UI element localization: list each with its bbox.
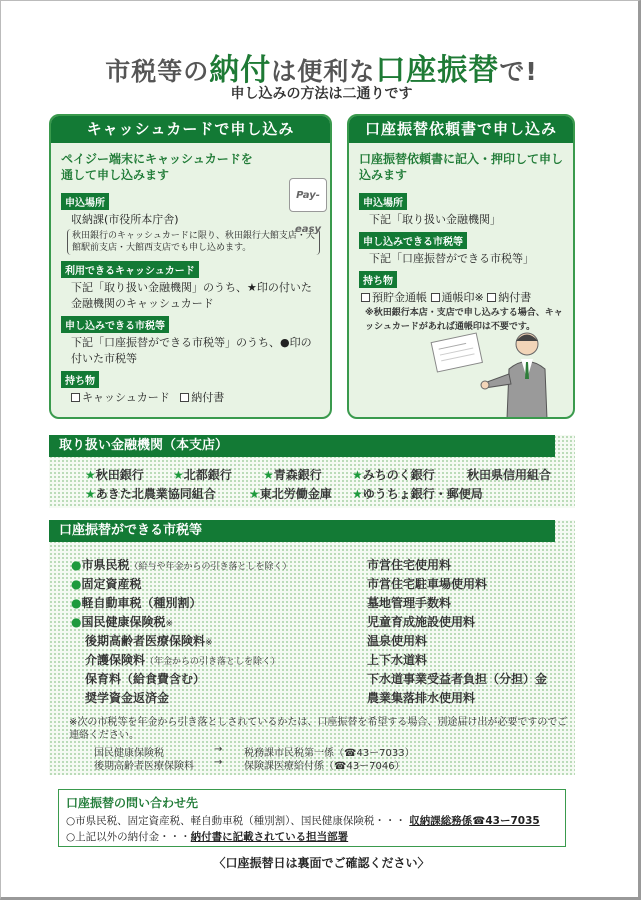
bank-item: ★秋田銀行 (85, 468, 144, 482)
star-icon: ★ (85, 487, 96, 501)
star-icon: ★ (352, 487, 363, 501)
cash-items-tag: 持ち物 (61, 371, 99, 388)
form-sheet-icon (431, 333, 482, 372)
taxes-header: 口座振替ができる市税等 (49, 520, 555, 542)
cash-card-tag: 利用できるキャッシュカード (61, 261, 199, 278)
cash-items (61, 390, 320, 406)
tax-item: 児童育成施設使用料 (367, 615, 476, 629)
title-part2: 納付 (209, 53, 272, 88)
cash-tax-text: 下記「口座振替ができる市税等」のうち、●印の付いた市税等 (71, 336, 312, 365)
star-icon: ★ (173, 468, 184, 482)
checkbox-icon (180, 393, 189, 402)
cash-item1: キャッシュカード (82, 391, 170, 404)
star-icon: ★ (263, 468, 274, 482)
inquiry-line-2: ○上記以外の納付金・・・納付書に記載されている担当部署 (66, 831, 349, 843)
bank-item: ★東北労働金庫 (249, 487, 332, 501)
bank-item: ★みちのく銀行 (352, 468, 435, 482)
tax-note: ※次の市税等を年金から引き落としされているかたは、口座振替を希望する場合、別途届け出が必要ですのでご連絡ください。 (69, 717, 568, 741)
tax-item: 墓地管理手数料 (367, 596, 452, 610)
inquiry-contact-2: 納付書に記載されている担当部署 (190, 831, 349, 843)
inquiry-box (58, 789, 566, 847)
cash-item2: 納付書 (191, 391, 225, 404)
star-icon: ★ (352, 468, 363, 482)
tax-item: ●市県民税（給与や年金からの引き落としを除く） (71, 558, 292, 572)
contact-row: 後期高齢者医療保険料 (94, 761, 194, 772)
bank-item: ★青森銀行 (263, 468, 322, 482)
contact-dept: 保険課医療給付係（☎43ー7046） (244, 761, 405, 772)
contact-dept: 税務課市民税第一係（☎43ー7033） (244, 748, 415, 759)
cash-place-tag: 申込場所 (61, 193, 109, 210)
arrow-icon: → (214, 744, 223, 755)
form-panel (347, 114, 575, 419)
cash-card-panel (49, 114, 332, 419)
cash-place: 収納課(市役所本庁舎) (71, 213, 179, 226)
cash-card-lead: ペイジー端末にキャッシュカードを通して申し込みます (61, 152, 253, 182)
tax-item: 奨学資金返済金 (85, 691, 170, 705)
checkbox-icon (487, 293, 496, 302)
tax-item: 後期高齢者医療保険料※ (85, 634, 213, 648)
cash-place-note: 秋田銀行のキャッシュカードに限り、秋田銀行大館支店・大館駅前支店・大館西支店でも申し込めます。 (67, 229, 320, 255)
bank-item: ★ゆうちょ銀行・郵便局 (352, 487, 483, 501)
form-item1: 預貯金通帳 (372, 291, 427, 304)
bank-item: ★北都銀行 (173, 468, 232, 482)
tax-item: ●国民健康保険税※ (71, 615, 174, 629)
taxes-section (49, 520, 575, 775)
star-icon: ★ (249, 487, 260, 501)
tax-item: ●固定資産税 (71, 577, 142, 591)
form-tax-tag: 申し込みできる市税等 (359, 232, 467, 249)
contact-row: 国民健康保険税 (94, 748, 164, 759)
tax-item: 保育料（給食費含む） (85, 672, 206, 686)
form-items-tag: 持ち物 (359, 271, 397, 288)
form-place: 下記「取り扱い金融機関」 (369, 213, 501, 226)
form-tax-text: 下記「口座振替ができる市税等」 (369, 252, 534, 265)
form-header: 口座振替依頼書で申し込み (349, 116, 573, 143)
cash-card-header: キャッシュカードで申し込み (51, 116, 330, 143)
form-lead: 口座振替依頼書に記入・押印して申し込みます (359, 152, 564, 182)
inquiry-contact-1: 収納課総務係☎43ー7035 (409, 815, 540, 827)
tax-item: 市営住宅使用料 (367, 558, 452, 572)
form-note: ※秋田銀行本店・支店で申し込みする場合、キャッシュカードがあれば通帳印は不要です。 (365, 308, 563, 332)
businessman-illustration (429, 324, 569, 419)
banks-header: 取り扱い金融機関（本支店） (49, 435, 555, 457)
title-part1: 市税等の (105, 57, 210, 86)
arrow-icon: → (214, 757, 223, 768)
footer-note: 〈口座振替日は裏面でご確認ください〉 (213, 856, 430, 870)
cash-tax-tag: 申し込みできる市税等 (61, 316, 169, 333)
dot-icon: ● (71, 596, 82, 610)
checkbox-icon (361, 293, 370, 302)
form-item2: 通帳印※ (441, 291, 484, 304)
inquiry-title: 口座振替の問い合わせ先 (66, 796, 199, 810)
tax-item: 下水道事業受益者負担（分担）金 (367, 672, 548, 686)
form-item3: 納付書 (498, 291, 532, 304)
tax-item: 温泉使用料 (367, 634, 428, 648)
checkbox-icon (431, 293, 440, 302)
form-items (359, 290, 563, 306)
title-part4: 口座振替 (375, 53, 500, 88)
bank-item: 秋田県信用組合 (467, 468, 552, 482)
page-subtitle: 申し込みの方法は二通りです (230, 86, 413, 102)
tax-item: ●軽自動車税（種別割） (71, 596, 202, 610)
tax-item: 介護保険料（年金からの引き落としを除く） (85, 653, 281, 667)
tax-item: 上下水道料 (367, 653, 428, 667)
banks-section (49, 435, 575, 508)
dot-icon: ● (71, 577, 82, 591)
checkbox-icon (71, 393, 80, 402)
title-part5: で! (499, 57, 538, 86)
payeasy-logo: Pay-easy (289, 178, 327, 212)
tax-item: 農業集落排水使用料 (367, 691, 476, 705)
dot-icon: ● (71, 615, 82, 629)
tax-item: 市営住宅駐車場使用料 (367, 577, 488, 591)
dot-icon: ● (71, 558, 82, 572)
title-part3: は便利な (271, 57, 376, 86)
cash-card-text: 下記「取り扱い金融機関」のうち、★印の付いた金融機関のキャッシュカード (71, 281, 312, 310)
inquiry-line-1: ○市県民税、固定資産税、軽自動車税（種別割）、国民健康保険税・・・ 収納課総務係☎43ー7035 (66, 815, 540, 827)
bank-item: ★あきた北農業協同組合 (85, 487, 216, 501)
star-icon: ★ (85, 468, 96, 482)
form-place-tag: 申込場所 (359, 193, 407, 210)
